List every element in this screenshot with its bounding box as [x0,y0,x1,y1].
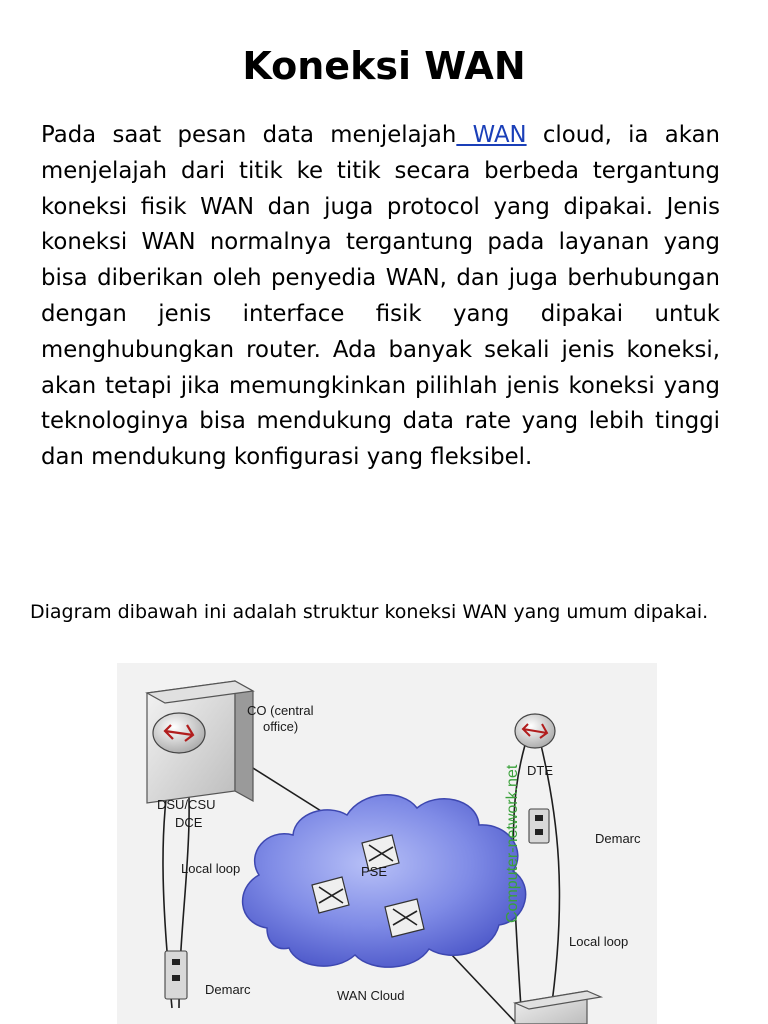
paragraph-text-start: Pada saat pesan data menjelajah [41,122,457,148]
demarc-jack-left [165,951,187,999]
dte-line-inner [541,745,559,1024]
dsu-csu-label: DSU/CSU [157,797,216,812]
slide-title: Koneksi WAN [242,44,526,88]
remote-site-box [515,991,601,1024]
co-label-line1: CO (central [247,703,314,718]
demarc-jack-right [529,809,549,843]
local-loop-left-label: Local loop [181,861,241,876]
demarc-right-label: Demarc [595,831,641,846]
local-loop-right-label: Local loop [569,934,629,949]
diagram-caption: Diagram dibawah ini adalah struktur koneksi WAN yang umum dipakai. [30,601,709,623]
wan-cloud-label: WAN Cloud [337,988,405,1003]
wan-diagram-svg [117,663,657,1024]
wan-link[interactable]: WAN [456,122,527,148]
dte-label: DTE [527,763,553,778]
watermark-text: Computer-network.net [504,764,521,923]
dce-label: DCE [175,815,203,830]
body-paragraph [41,118,720,476]
dte-router-icon [515,714,555,748]
demarc-left-label: Demarc [205,982,251,997]
paragraph-text-end: cloud, ia akan menjelajah dari titik ke titik secara berbeda tergantung koneksi fisik WAN dan juga protocol yang dipakai. Jenis koneksi WAN normalnya tergantung pada layanan yang bisa diberikan oleh penyedia WAN, dan juga berhubungan dengan jenis interface fisik yang dipakai untuk menghubungkan router. Ada banyak sekali jenis koneksi, akan tetapi jika memungkinkan pilihlah jenis koneksi yang teknologinya bisa mendukung data rate yang lebih tinggi dan mendukung konfigurasi yang fleksibel. [41,122,720,471]
wan-diagram [117,663,657,1024]
wan-cloud [243,795,526,967]
co-label-line2: office) [263,719,299,734]
pse-label: PSE [361,864,388,879]
co-router-icon [153,713,205,753]
